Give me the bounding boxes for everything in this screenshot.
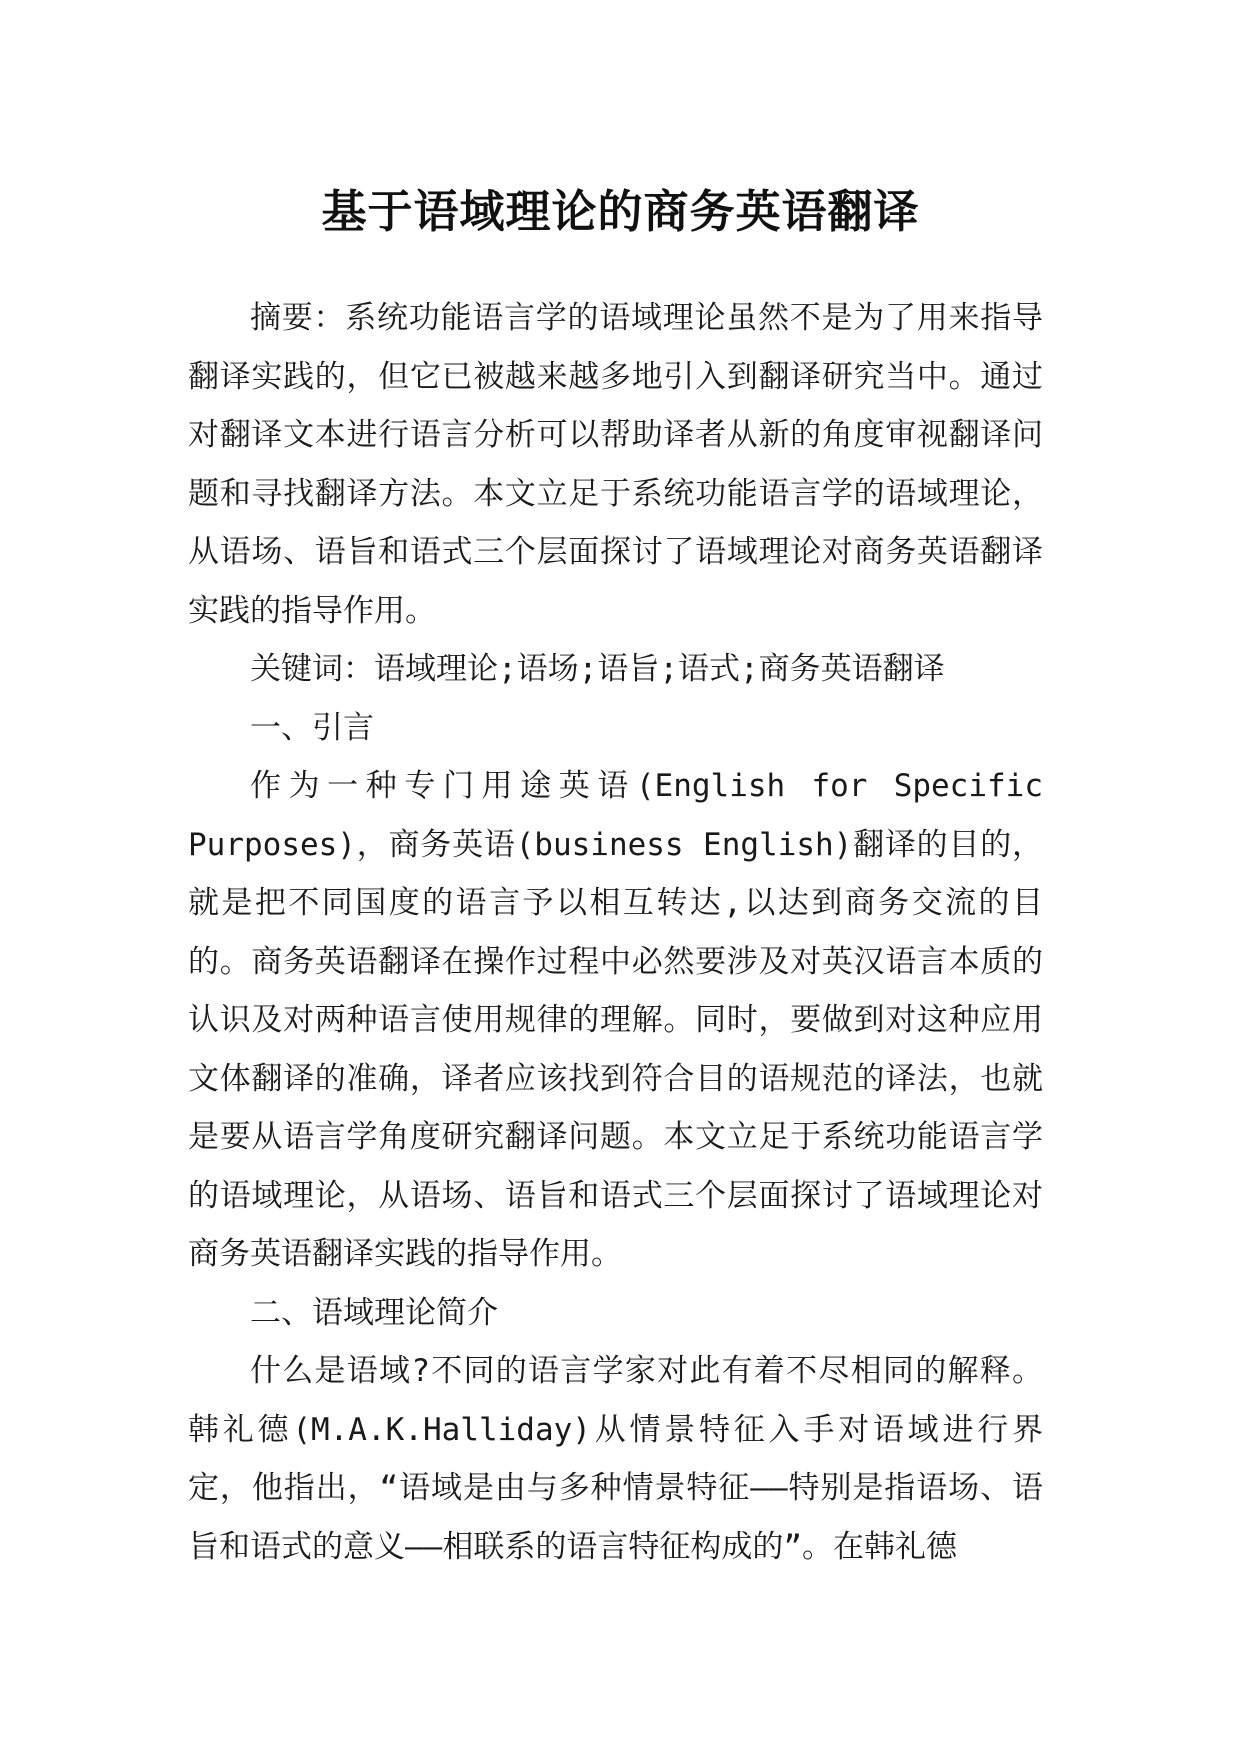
document-title: 基于语域理论的商务英语翻译 — [321, 185, 920, 239]
body-paragraph: 作为一种专门用途英语(English for Specific Purposes)，商务英语(business English)翻译的目的，就是把不同国度的语言予以相互转达,以达到商务交流的目的。商务英语翻译在操作过程中必然要涉及对英汉语言本质的认识及对两种语言使用规律的理解。同时，要做到对这种应用文体翻译的准确，译者应该找到符合目的语规范的译法，也就是要从语言学角度研究翻译问题。本文立足于系统功能语言学的语域理论，从语场、语旨和语式三个层面探讨了语域理论对商务英语翻译实践的指导作用。 — [188, 768, 1043, 1272]
section-heading-register-theory: 二、语域理论简介 — [250, 1294, 498, 1331]
abstract-paragraph: 摘要：系统功能语言学的语域理论虽然不是为了用来指导翻译实践的，但它已被越来越多地引入到翻译研究当中。通过对翻译文本进行语言分析可以帮助译者从新的角度审视翻译问题和寻找翻译方法。本文立足于系统功能语言学的语域理论，从语场、语旨和语式三个层面探讨了语域理论对商务英语翻译实践的指导作用。 — [188, 300, 1043, 629]
body-paragraph: 什么是语域?不同的语言学家对此有着不尽相同的解释。韩礼德(M.A.K.Halliday)从情景特征入手对语域进行界定，他指出，“语域是由与多种情景特征——特别是指语场、语旨和语式的意义——相联系的语言特征构成的”。在韩礼德 — [188, 1353, 1043, 1565]
keywords-paragraph: 关键词：语域理论;语场;语旨;语式;商务英语翻译 — [250, 651, 945, 687]
document-body — [188, 289, 1043, 1576]
section-heading-introduction: 一、引言 — [250, 709, 374, 746]
